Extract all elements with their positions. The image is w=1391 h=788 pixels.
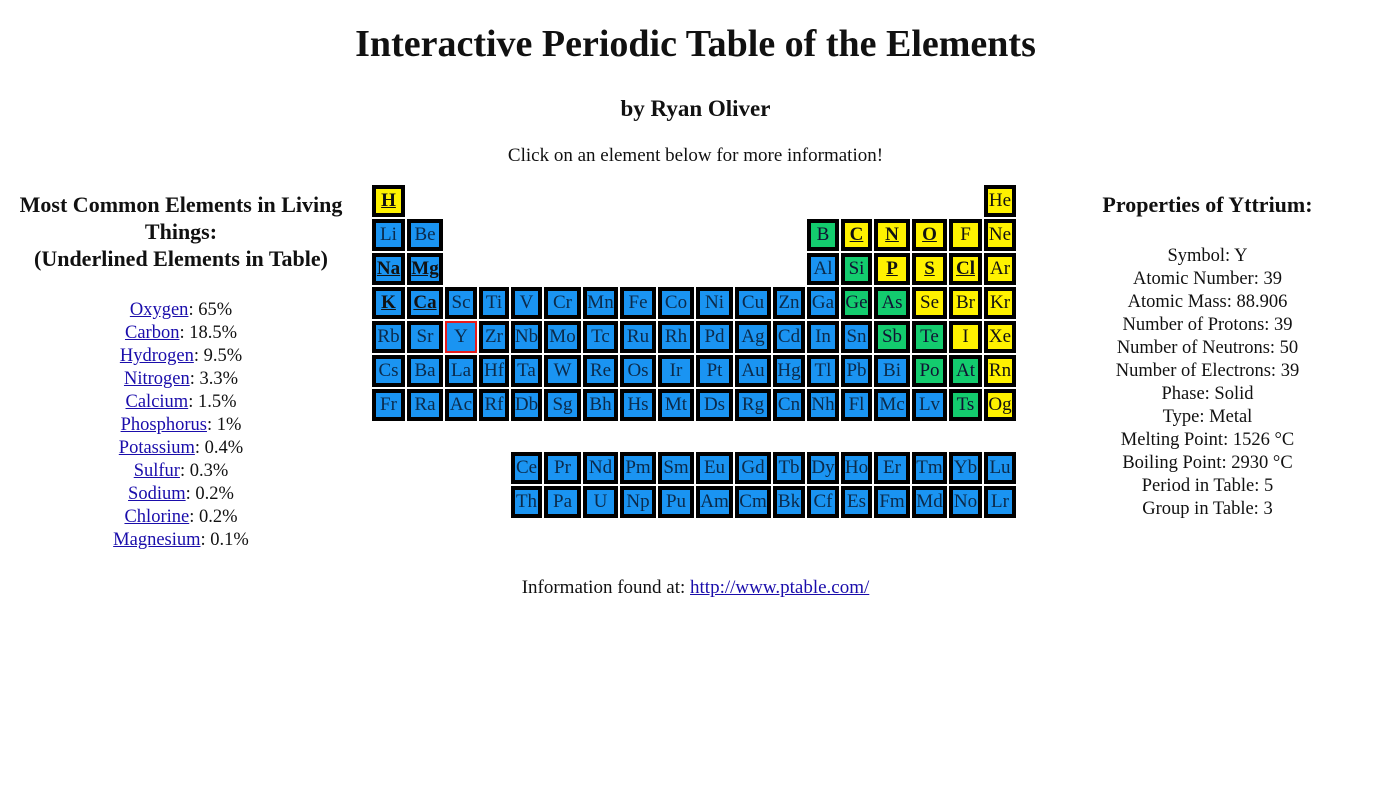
element-symbol: Zr bbox=[485, 326, 503, 347]
element-symbol: Md bbox=[916, 491, 943, 512]
common-elements-panel bbox=[0, 191, 362, 552]
common-element-link[interactable]: Sulfur bbox=[133, 461, 180, 481]
element-cell-tc[interactable] bbox=[583, 321, 618, 353]
element-symbol: Mg bbox=[411, 258, 439, 279]
element-symbol: Ca bbox=[413, 292, 437, 313]
common-element-link[interactable]: Phosphorus bbox=[120, 415, 207, 435]
heading-line-1: Most Common Elements in Living Things: bbox=[19, 192, 343, 244]
property-line: Boiling Point: 2930 °C bbox=[1122, 453, 1293, 473]
property-line: Atomic Mass: 88.906 bbox=[1127, 292, 1288, 312]
element-cell-pd[interactable] bbox=[696, 321, 733, 353]
common-element-item bbox=[0, 322, 362, 345]
element-symbol: Pr bbox=[554, 457, 571, 478]
element-symbol: Al bbox=[813, 258, 833, 279]
element-cell-tl[interactable] bbox=[807, 355, 839, 387]
element-symbol: Ba bbox=[414, 360, 436, 381]
element-symbol: No bbox=[953, 491, 978, 512]
common-element-link[interactable]: Carbon bbox=[124, 323, 180, 343]
common-element-item bbox=[0, 460, 362, 483]
property-line: Melting Point: 1526 °C bbox=[1120, 430, 1295, 450]
element-cell-lv[interactable] bbox=[912, 389, 947, 421]
element-symbol: Cr bbox=[553, 292, 572, 313]
element-symbol: Rn bbox=[988, 360, 1012, 381]
element-cell-yb[interactable] bbox=[949, 452, 982, 484]
element-symbol: Pa bbox=[553, 491, 572, 512]
element-symbol: Rb bbox=[377, 326, 400, 347]
element-symbol: Sb bbox=[881, 326, 903, 347]
element-symbol: Ac bbox=[449, 394, 473, 415]
common-element-item bbox=[0, 506, 362, 529]
common-elements-heading bbox=[0, 191, 362, 272]
element-cell-er[interactable] bbox=[874, 452, 910, 484]
element-cell-nd[interactable] bbox=[583, 452, 618, 484]
element-cell-p[interactable] bbox=[874, 253, 910, 285]
element-symbol: K bbox=[381, 292, 396, 313]
element-symbol: Nd bbox=[588, 457, 613, 478]
element-symbol: Mc bbox=[879, 394, 905, 415]
element-symbol: Ag bbox=[741, 326, 765, 347]
element-symbol: Th bbox=[515, 491, 538, 512]
property-line: Symbol: Y bbox=[1167, 246, 1248, 266]
element-symbol: Lr bbox=[991, 491, 1009, 512]
element-cell-mo[interactable] bbox=[544, 321, 581, 353]
common-element-link[interactable]: Calcium bbox=[125, 392, 189, 412]
element-cell-sb[interactable] bbox=[874, 321, 910, 353]
element-cell-kr[interactable] bbox=[984, 287, 1016, 319]
element-cell-se[interactable] bbox=[912, 287, 947, 319]
element-symbol: Lu bbox=[989, 457, 1011, 478]
element-symbol: Tc bbox=[591, 326, 610, 347]
element-cell-n[interactable] bbox=[874, 219, 910, 251]
element-cell-ac[interactable] bbox=[445, 389, 477, 421]
element-cell-hs[interactable] bbox=[620, 389, 656, 421]
element-cell-ar[interactable] bbox=[984, 253, 1016, 285]
element-symbol: Mt bbox=[664, 394, 688, 415]
common-element-percent: : 0.4% bbox=[194, 438, 244, 458]
element-cell-h[interactable] bbox=[372, 185, 405, 217]
element-cell-pa[interactable] bbox=[544, 486, 581, 518]
element-cell-zn[interactable] bbox=[773, 287, 805, 319]
element-symbol: Fe bbox=[628, 292, 648, 313]
element-cell-mn[interactable] bbox=[583, 287, 618, 319]
element-cell-he[interactable] bbox=[984, 185, 1016, 217]
element-cell-v[interactable] bbox=[511, 287, 542, 319]
element-cell-ti[interactable] bbox=[479, 287, 509, 319]
element-cell-no[interactable] bbox=[949, 486, 982, 518]
common-element-percent: : 0.3% bbox=[179, 461, 229, 481]
element-cell-sc[interactable] bbox=[445, 287, 477, 319]
element-symbol: Sm bbox=[663, 457, 689, 478]
element-cell-u[interactable] bbox=[583, 486, 618, 518]
element-cell-c[interactable] bbox=[841, 219, 872, 251]
property-line: Type: Metal bbox=[1162, 407, 1253, 427]
element-symbol: Ta bbox=[517, 360, 536, 381]
source-line bbox=[0, 577, 1391, 599]
element-symbol: Be bbox=[414, 224, 436, 245]
element-symbol: B bbox=[816, 224, 830, 245]
element-cell-cf[interactable] bbox=[807, 486, 839, 518]
element-cell-lu[interactable] bbox=[984, 452, 1016, 484]
element-cell-db[interactable] bbox=[511, 389, 542, 421]
element-symbol: S bbox=[924, 258, 935, 279]
element-symbol: As bbox=[881, 292, 903, 313]
element-cell-la[interactable] bbox=[445, 355, 477, 387]
element-cell-i[interactable] bbox=[949, 321, 982, 353]
element-cell-s[interactable] bbox=[912, 253, 947, 285]
element-symbol: Cs bbox=[378, 360, 399, 381]
element-cell-tm[interactable] bbox=[912, 452, 947, 484]
element-cell-as[interactable] bbox=[874, 287, 910, 319]
common-element-percent: : 1.5% bbox=[188, 392, 237, 412]
element-symbol: Ni bbox=[705, 292, 724, 313]
element-cell-rg[interactable] bbox=[735, 389, 771, 421]
common-element-item bbox=[0, 368, 362, 391]
element-symbol: Co bbox=[664, 292, 688, 313]
element-cell-am[interactable] bbox=[696, 486, 733, 518]
element-cell-tb[interactable] bbox=[773, 452, 805, 484]
element-symbol: Li bbox=[380, 224, 397, 245]
element-cell-ne[interactable] bbox=[984, 219, 1016, 251]
element-symbol: Ho bbox=[844, 457, 869, 478]
property-line: Phase: Solid bbox=[1161, 384, 1254, 404]
common-element-percent: : 65% bbox=[188, 300, 233, 320]
properties-panel bbox=[1060, 191, 1355, 521]
element-symbol: Nh bbox=[811, 394, 835, 415]
element-cell-es[interactable] bbox=[841, 486, 872, 518]
element-symbol: Fm bbox=[879, 491, 905, 512]
element-cell-br[interactable] bbox=[949, 287, 982, 319]
element-cell-ta[interactable] bbox=[511, 355, 542, 387]
element-symbol: Cn bbox=[777, 394, 801, 415]
element-symbol: Br bbox=[956, 292, 975, 313]
element-symbol: Og bbox=[988, 394, 1012, 415]
element-cell-mg[interactable] bbox=[407, 253, 443, 285]
element-symbol: Bh bbox=[589, 394, 612, 415]
element-symbol: Er bbox=[883, 457, 901, 478]
common-element-link[interactable]: Sodium bbox=[128, 484, 186, 504]
element-symbol: H bbox=[381, 190, 396, 211]
element-symbol: Pu bbox=[665, 491, 687, 512]
element-cell-sn[interactable] bbox=[841, 321, 872, 353]
element-cell-co[interactable] bbox=[658, 287, 694, 319]
element-symbol: Pb bbox=[846, 360, 867, 381]
element-cell-ts[interactable] bbox=[949, 389, 982, 421]
element-symbol: Os bbox=[627, 360, 649, 381]
element-symbol: Tm bbox=[916, 457, 943, 478]
element-symbol: O bbox=[922, 224, 937, 245]
element-cell-cu[interactable] bbox=[735, 287, 771, 319]
element-cell-sg[interactable] bbox=[544, 389, 581, 421]
common-element-link[interactable]: Oxygen bbox=[129, 300, 189, 320]
element-cell-f[interactable] bbox=[949, 219, 982, 251]
element-cell-k[interactable] bbox=[372, 287, 405, 319]
element-cell-dy[interactable] bbox=[807, 452, 839, 484]
element-cell-ds[interactable] bbox=[696, 389, 733, 421]
element-symbol: W bbox=[553, 360, 572, 381]
element-cell-rb[interactable] bbox=[372, 321, 405, 353]
element-symbol: Ti bbox=[485, 292, 503, 313]
element-cell-ba[interactable] bbox=[407, 355, 443, 387]
element-symbol: Mo bbox=[549, 326, 576, 347]
element-cell-al[interactable] bbox=[807, 253, 839, 285]
element-cell-rn[interactable] bbox=[984, 355, 1016, 387]
element-cell-y[interactable] bbox=[445, 321, 477, 353]
element-cell-po[interactable] bbox=[912, 355, 947, 387]
common-element-percent: : 3.3% bbox=[189, 369, 239, 389]
element-cell-pm[interactable] bbox=[620, 452, 656, 484]
property-line: Number of Protons: 39 bbox=[1122, 315, 1293, 335]
element-cell-fe[interactable] bbox=[620, 287, 656, 319]
element-cell-ir[interactable] bbox=[658, 355, 694, 387]
element-cell-og[interactable] bbox=[984, 389, 1016, 421]
element-cell-ga[interactable] bbox=[807, 287, 839, 319]
common-element-percent: : 18.5% bbox=[179, 323, 238, 343]
element-cell-cl[interactable] bbox=[949, 253, 982, 285]
property-line: Atomic Number: 39 bbox=[1132, 269, 1282, 289]
element-symbol: Pt bbox=[706, 360, 723, 381]
element-symbol: C bbox=[849, 224, 864, 245]
element-symbol: Fl bbox=[848, 394, 865, 415]
properties-list bbox=[1060, 245, 1355, 521]
element-symbol: Db bbox=[514, 394, 539, 415]
page-title: Interactive Periodic Table of the Elements bbox=[355, 23, 1036, 65]
element-cell-ge[interactable] bbox=[841, 287, 872, 319]
common-element-link[interactable]: Potassium bbox=[118, 438, 195, 458]
common-element-percent: : 9.5% bbox=[193, 346, 243, 366]
element-symbol: Cu bbox=[741, 292, 765, 313]
element-cell-au[interactable] bbox=[735, 355, 771, 387]
element-cell-pr[interactable] bbox=[544, 452, 581, 484]
element-cell-mt[interactable] bbox=[658, 389, 694, 421]
element-symbol: Nb bbox=[514, 326, 539, 347]
element-symbol: Sc bbox=[451, 292, 471, 313]
property-line: Group in Table: 3 bbox=[1142, 499, 1273, 519]
common-element-link[interactable]: Nitrogen bbox=[123, 369, 190, 389]
element-symbol: Bi bbox=[883, 360, 901, 381]
element-cell-os[interactable] bbox=[620, 355, 656, 387]
element-symbol: Rg bbox=[741, 394, 765, 415]
element-symbol: Ir bbox=[669, 360, 683, 381]
element-symbol: Rf bbox=[484, 394, 504, 415]
element-symbol: Cl bbox=[956, 258, 975, 279]
element-symbol: Sn bbox=[846, 326, 867, 347]
element-symbol: Na bbox=[376, 258, 401, 279]
element-symbol: He bbox=[988, 190, 1012, 211]
element-cell-th[interactable] bbox=[511, 486, 542, 518]
element-symbol: Xe bbox=[988, 326, 1012, 347]
common-element-link[interactable]: Chlorine bbox=[124, 507, 190, 527]
element-cell-ca[interactable] bbox=[407, 287, 443, 319]
element-symbol: Se bbox=[920, 292, 939, 313]
element-cell-pt[interactable] bbox=[696, 355, 733, 387]
element-symbol: Sr bbox=[416, 326, 434, 347]
source-label: Information found at: bbox=[521, 577, 691, 598]
element-symbol: Ru bbox=[626, 326, 650, 347]
element-cell-rf[interactable] bbox=[479, 389, 509, 421]
element-symbol: Hg bbox=[777, 360, 801, 381]
element-cell-in[interactable] bbox=[807, 321, 839, 353]
element-cell-ru[interactable] bbox=[620, 321, 656, 353]
element-symbol: Cm bbox=[739, 491, 767, 512]
instructions: Click on an element below for more information! bbox=[507, 145, 884, 166]
element-cell-md[interactable] bbox=[912, 486, 947, 518]
element-cell-re[interactable] bbox=[583, 355, 618, 387]
element-cell-at[interactable] bbox=[949, 355, 982, 387]
element-symbol: Fr bbox=[380, 394, 397, 415]
element-cell-be[interactable] bbox=[407, 219, 443, 251]
common-element-item bbox=[0, 299, 362, 322]
element-cell-li[interactable] bbox=[372, 219, 405, 251]
element-symbol: Ra bbox=[414, 394, 436, 415]
element-symbol: Am bbox=[700, 491, 729, 512]
element-cell-sm[interactable] bbox=[658, 452, 694, 484]
element-symbol: F bbox=[960, 224, 971, 245]
element-cell-rh[interactable] bbox=[658, 321, 694, 353]
element-symbol: Si bbox=[848, 258, 865, 279]
element-symbol: U bbox=[593, 491, 608, 512]
common-element-percent: : 0.2% bbox=[185, 484, 234, 504]
element-symbol: At bbox=[956, 360, 975, 381]
element-cell-ag[interactable] bbox=[735, 321, 771, 353]
element-symbol: Es bbox=[847, 491, 866, 512]
element-cell-pb[interactable] bbox=[841, 355, 872, 387]
element-cell-pu[interactable] bbox=[658, 486, 694, 518]
common-element-item bbox=[0, 345, 362, 368]
element-cell-hg[interactable] bbox=[773, 355, 805, 387]
element-symbol: Tl bbox=[814, 360, 832, 381]
element-cell-hf[interactable] bbox=[479, 355, 509, 387]
element-symbol: Dy bbox=[811, 457, 835, 478]
element-symbol: Eu bbox=[703, 457, 726, 478]
element-cell-cn[interactable] bbox=[773, 389, 805, 421]
element-cell-ra[interactable] bbox=[407, 389, 443, 421]
common-element-link[interactable]: Magnesium bbox=[113, 530, 201, 550]
element-symbol: Ga bbox=[811, 292, 835, 313]
element-cell-nb[interactable] bbox=[511, 321, 542, 353]
element-cell-nh[interactable] bbox=[807, 389, 839, 421]
element-symbol: Ar bbox=[989, 258, 1011, 279]
element-symbol: Ce bbox=[515, 457, 538, 478]
element-cell-bk[interactable] bbox=[773, 486, 805, 518]
element-symbol: Ts bbox=[956, 394, 975, 415]
element-symbol: Y bbox=[454, 326, 468, 347]
property-line: Number of Neutrons: 50 bbox=[1116, 338, 1299, 358]
element-symbol: Bk bbox=[777, 491, 801, 512]
element-symbol: Lv bbox=[918, 394, 941, 415]
element-symbol: Au bbox=[741, 360, 765, 381]
element-cell-xe[interactable] bbox=[984, 321, 1016, 353]
element-cell-w[interactable] bbox=[544, 355, 581, 387]
common-element-link[interactable]: Hydrogen bbox=[119, 346, 194, 366]
heading-line-2: (Underlined Elements in Table) bbox=[34, 246, 328, 271]
element-symbol: Hs bbox=[627, 394, 649, 415]
element-symbol: Rh bbox=[664, 326, 688, 347]
element-symbol: I bbox=[962, 326, 969, 347]
element-cell-mc[interactable] bbox=[874, 389, 910, 421]
element-symbol: Cf bbox=[813, 491, 833, 512]
element-cell-b[interactable] bbox=[807, 219, 839, 251]
element-cell-ho[interactable] bbox=[841, 452, 872, 484]
element-symbol: Kr bbox=[989, 292, 1011, 313]
element-cell-ce[interactable] bbox=[511, 452, 542, 484]
element-cell-cr[interactable] bbox=[544, 287, 581, 319]
element-symbol: Yb bbox=[953, 457, 978, 478]
properties-heading: Properties of Yttrium: bbox=[1102, 192, 1313, 217]
property-line: Number of Electrons: 39 bbox=[1115, 361, 1300, 381]
element-cell-np[interactable] bbox=[620, 486, 656, 518]
element-symbol: Cd bbox=[777, 326, 801, 347]
element-symbol: La bbox=[450, 360, 472, 381]
element-symbol: Ge bbox=[845, 292, 868, 313]
element-symbol: Pd bbox=[704, 326, 725, 347]
common-element-percent: : 1% bbox=[206, 415, 242, 435]
element-symbol: Pm bbox=[625, 457, 651, 478]
common-element-item bbox=[0, 483, 362, 506]
element-cell-cs[interactable] bbox=[372, 355, 405, 387]
element-cell-gd[interactable] bbox=[735, 452, 771, 484]
element-cell-ni[interactable] bbox=[696, 287, 733, 319]
element-cell-o[interactable] bbox=[912, 219, 947, 251]
element-symbol: In bbox=[815, 326, 831, 347]
element-symbol: N bbox=[885, 224, 899, 245]
element-symbol: Zn bbox=[778, 292, 800, 313]
common-element-percent: : 0.2% bbox=[189, 507, 238, 527]
element-symbol: Ds bbox=[703, 394, 726, 415]
property-line: Period in Table: 5 bbox=[1141, 476, 1274, 496]
element-symbol: Gd bbox=[741, 457, 765, 478]
element-symbol: Tb bbox=[778, 457, 800, 478]
element-cell-na[interactable] bbox=[372, 253, 405, 285]
element-cell-lr[interactable] bbox=[984, 486, 1016, 518]
element-cell-si[interactable] bbox=[841, 253, 872, 285]
element-symbol: P bbox=[886, 258, 898, 279]
element-symbol: Te bbox=[920, 326, 939, 347]
common-element-item bbox=[0, 391, 362, 414]
element-cell-fr[interactable] bbox=[372, 389, 405, 421]
element-symbol: Hf bbox=[483, 360, 505, 381]
source-link[interactable]: http://www.ptable.com/ bbox=[690, 577, 870, 598]
element-symbol: Po bbox=[919, 360, 940, 381]
element-symbol: Ne bbox=[988, 224, 1012, 245]
element-symbol: Sg bbox=[552, 394, 573, 415]
element-cell-fl[interactable] bbox=[841, 389, 872, 421]
element-cell-cm[interactable] bbox=[735, 486, 771, 518]
common-elements-list bbox=[0, 299, 362, 552]
element-symbol: V bbox=[519, 292, 534, 313]
element-cell-cd[interactable] bbox=[773, 321, 805, 353]
element-cell-zr[interactable] bbox=[479, 321, 509, 353]
element-cell-sr[interactable] bbox=[407, 321, 443, 353]
common-element-item bbox=[0, 414, 362, 437]
common-element-percent: : 0.1% bbox=[200, 530, 249, 550]
element-symbol: Re bbox=[589, 360, 612, 381]
element-cell-te[interactable] bbox=[912, 321, 947, 353]
author-byline: by Ryan Oliver bbox=[620, 96, 771, 121]
element-cell-eu[interactable] bbox=[696, 452, 733, 484]
element-cell-fm[interactable] bbox=[874, 486, 910, 518]
element-cell-bi[interactable] bbox=[874, 355, 910, 387]
common-element-item bbox=[0, 437, 362, 460]
element-cell-bh[interactable] bbox=[583, 389, 618, 421]
element-symbol: Np bbox=[626, 491, 650, 512]
element-symbol: Mn bbox=[587, 292, 614, 313]
common-element-item bbox=[0, 529, 362, 552]
